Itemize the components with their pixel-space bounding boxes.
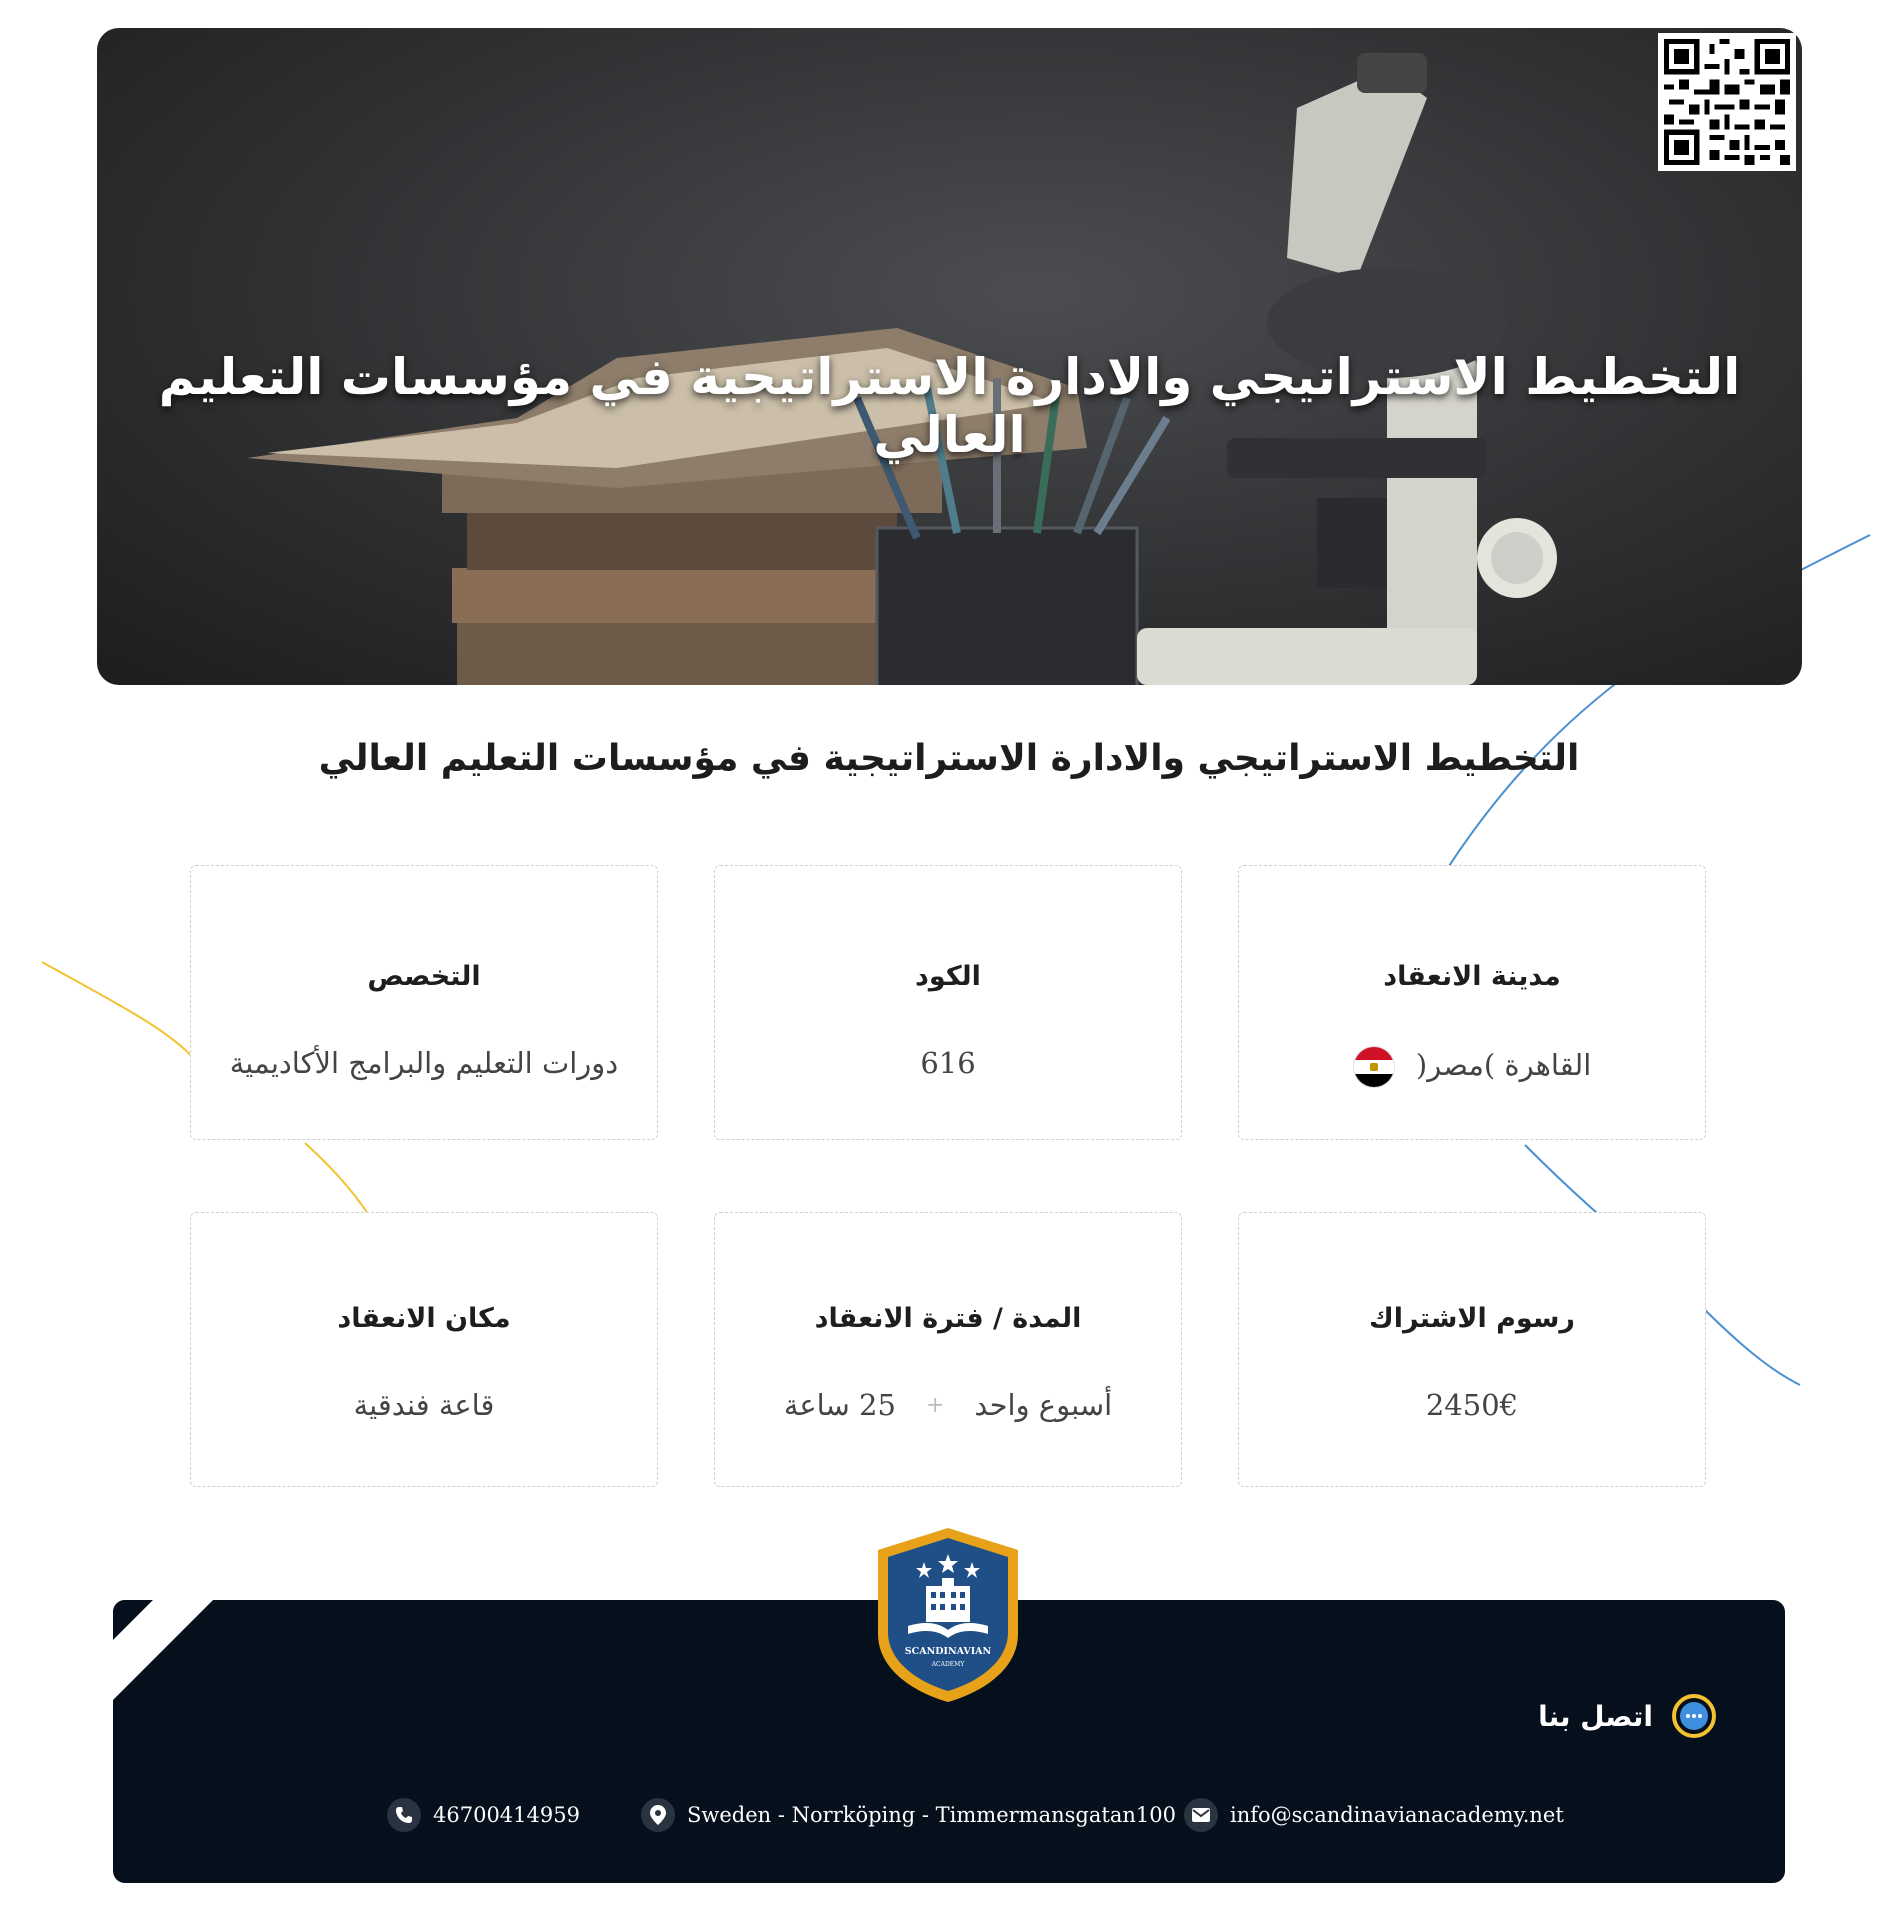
egypt-flag-icon bbox=[1353, 1046, 1395, 1088]
duration-weeks: أسبوع واحد bbox=[974, 1388, 1113, 1422]
venue-label: مكان الانعقاد bbox=[337, 1303, 511, 1334]
fee-value: 2450€ bbox=[1425, 1388, 1519, 1422]
mail-icon bbox=[1184, 1798, 1218, 1832]
page-title: التخطيط الاستراتيجي والادارة الاستراتيجية في مؤسسات التعليم العالي bbox=[318, 738, 1580, 779]
hero-title: التخطيط الاستراتيجي والادارة الاستراتيجية في مؤسسات التعليم العالي bbox=[158, 348, 1741, 464]
card-city bbox=[1238, 865, 1706, 1140]
card-specialty bbox=[190, 865, 658, 1140]
city-value: القاهرة )مصر( bbox=[1415, 1048, 1592, 1082]
phone-text[interactable]: 46700414959 bbox=[433, 1803, 580, 1827]
venue-value: قاعة فندقية bbox=[353, 1388, 495, 1422]
code-label: الكود bbox=[915, 961, 981, 992]
city-value-wrap bbox=[1239, 1046, 1705, 1088]
fee-label: رسوم الاشتراك bbox=[1369, 1303, 1575, 1334]
card-code bbox=[714, 865, 1182, 1140]
card-duration bbox=[714, 1212, 1182, 1487]
logo-text-line2: ACADEMY bbox=[931, 1661, 965, 1668]
contact-title: اتصل بنا bbox=[1538, 1699, 1653, 1733]
address-text[interactable]: Sweden - Norrköping - Timmermansgatan100 bbox=[687, 1803, 1176, 1827]
specialty-value: دورات التعليم والبرامج الأكاديمية bbox=[229, 1046, 619, 1080]
location-pin-icon bbox=[641, 1798, 675, 1832]
footer-corner-stripe bbox=[113, 1600, 233, 1720]
email-contact[interactable] bbox=[1184, 1798, 1564, 1832]
academy-logo[interactable] bbox=[868, 1524, 1028, 1704]
contact-heading bbox=[1538, 1693, 1717, 1739]
logo-text-line1: SCANDINAVIAN bbox=[904, 1646, 992, 1657]
card-fee bbox=[1238, 1212, 1706, 1487]
specialty-label: التخصص bbox=[367, 961, 481, 992]
card-venue bbox=[190, 1212, 658, 1487]
phone-contact[interactable] bbox=[387, 1798, 580, 1832]
divider-icon: + bbox=[925, 1392, 945, 1418]
duration-values bbox=[715, 1388, 1181, 1422]
duration-label: المدة / فترة الانعقاد bbox=[814, 1303, 1082, 1334]
phone-icon bbox=[387, 1798, 421, 1832]
hero-banner bbox=[97, 28, 1802, 685]
city-label: مدينة الانعقاد bbox=[1383, 961, 1561, 992]
duration-hours: 25 ساعة bbox=[783, 1388, 896, 1422]
email-text[interactable]: info@scandinavianacademy.net bbox=[1230, 1803, 1564, 1827]
qr-code-icon[interactable] bbox=[1658, 33, 1796, 171]
code-value: 616 bbox=[920, 1046, 976, 1080]
address-contact[interactable] bbox=[641, 1798, 1176, 1832]
chat-support-icon bbox=[1671, 1693, 1717, 1739]
